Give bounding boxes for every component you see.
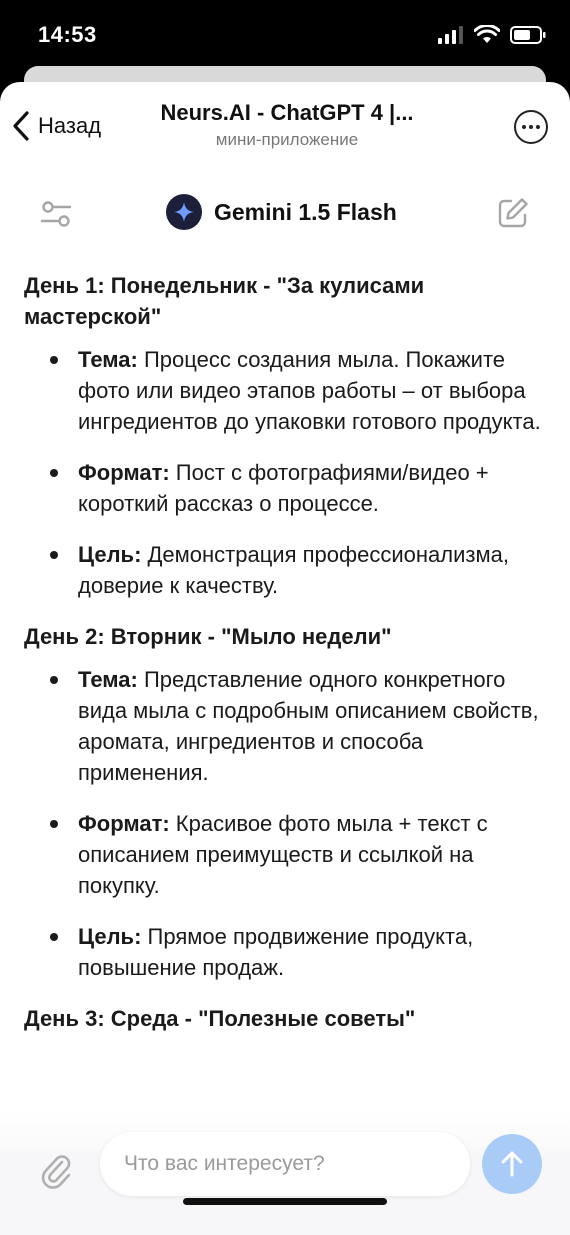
home-indicator xyxy=(183,1198,387,1205)
status-time: 14:53 xyxy=(38,22,97,47)
chat-message xyxy=(24,270,554,1046)
item-label: Тема: xyxy=(78,347,138,372)
status-icons xyxy=(438,24,546,46)
item-text: Красивое фото мыла + текст с описанием преимуществ и ссылкой на покупку. xyxy=(78,811,488,898)
more-dot xyxy=(536,125,540,129)
list-item xyxy=(24,344,554,437)
more-options-button[interactable] xyxy=(514,110,548,144)
chat-toolbar xyxy=(0,182,570,246)
send-button[interactable] xyxy=(482,1134,542,1194)
more-dot xyxy=(529,125,533,129)
model-name: Gemini 1.5 Flash xyxy=(214,198,397,225)
bullet-list xyxy=(24,344,554,601)
paperclip-icon[interactable] xyxy=(38,1150,74,1190)
day-heading: День 2: Вторник - "Мыло недели" xyxy=(24,624,392,649)
back-button[interactable] xyxy=(10,110,101,142)
header-title-block xyxy=(132,100,442,150)
list-item xyxy=(24,457,554,519)
list-item xyxy=(24,539,554,601)
status-bar xyxy=(0,0,570,70)
item-text: Пост с фотографиями/видео + короткий рассказ о процессе. xyxy=(78,460,489,516)
bullet-list xyxy=(24,664,554,983)
gemini-logo-icon xyxy=(166,194,202,230)
message-input[interactable] xyxy=(100,1132,470,1196)
app-header xyxy=(0,82,570,172)
sliders-icon[interactable] xyxy=(38,196,74,232)
wifi-icon xyxy=(474,25,500,45)
page-subtitle: мини-приложение xyxy=(215,130,359,149)
battery-icon xyxy=(510,26,546,44)
item-label: Цель: xyxy=(78,542,142,567)
item-text: Демонстрация профессионализма, доверие к качеству. xyxy=(78,542,509,598)
list-item xyxy=(24,808,554,901)
day-section xyxy=(24,1003,554,1034)
item-text: Процесс создания мыла. Покажите фото или видео этапов работы – от выбора ингредиентов до упаковки готового продукта. xyxy=(78,347,541,434)
list-item xyxy=(24,664,554,788)
item-label: Формат: xyxy=(78,460,170,485)
mini-app-sheet xyxy=(0,82,570,1235)
page-title: Neurs.AI - ChatGPT 4 |... xyxy=(160,100,414,125)
back-label: Назад xyxy=(38,113,102,138)
item-label: Цель: xyxy=(78,924,142,949)
day-section xyxy=(24,270,554,601)
model-selector[interactable] xyxy=(166,194,397,230)
cellular-signal-icon xyxy=(438,26,464,44)
item-label: Формат: xyxy=(78,811,170,836)
more-dot xyxy=(522,125,526,129)
new-chat-edit-icon[interactable] xyxy=(496,196,530,230)
day-heading: День 3: Среда - "Полезные советы" xyxy=(24,1006,416,1031)
item-label: Тема: xyxy=(78,667,138,692)
arrow-up-icon xyxy=(500,1150,524,1178)
message-composer xyxy=(0,1112,570,1235)
day-section xyxy=(24,621,554,983)
item-text: Представление одного конкретного вида мыла с подробным описанием свойств, аромата, ингредиентов и способа применения. xyxy=(78,667,539,785)
list-item xyxy=(24,921,554,983)
item-text: Прямое продвижение продукта, повышение продаж. xyxy=(78,924,474,980)
chevron-left-icon xyxy=(10,110,32,142)
day-heading: День 1: Понедельник - "За кулисами мастерской" xyxy=(24,273,425,329)
